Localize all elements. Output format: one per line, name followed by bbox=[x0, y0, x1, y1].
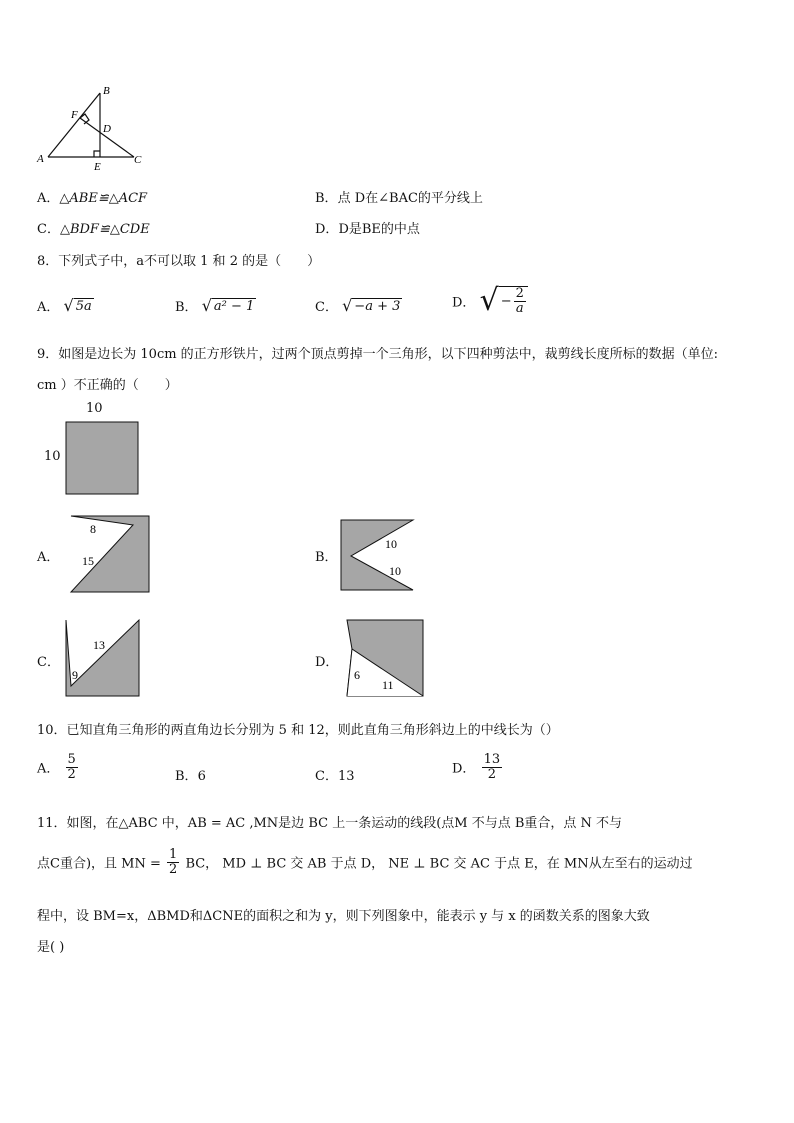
q10-option-a: A． $\frac{5}{2}$ bbox=[37, 752, 76, 782]
label-E: E bbox=[94, 161, 101, 173]
q7-option-b: B．点 D在∠BAC的平分线上 bbox=[315, 191, 483, 206]
square-figure bbox=[65, 421, 139, 495]
q9-option-a-letter: A． bbox=[37, 550, 60, 565]
q9-stem-line1: 9．如图是边长为 10cm 的正方形铁片，过两个顶点剪掉一个三角形，以下四种剪法中，裁剪线长度所标的数据（单位: bbox=[37, 347, 719, 362]
q8-option-b: B． √ a² − 1 bbox=[175, 296, 255, 315]
label-C: C bbox=[134, 154, 142, 166]
label-A: A bbox=[37, 153, 44, 165]
q7-option-d: D．D是BE的中点 bbox=[315, 222, 420, 237]
q9-b-n1: 10 bbox=[385, 537, 397, 551]
triangle-figure bbox=[30, 82, 160, 174]
square-side-top: 10 bbox=[86, 401, 103, 416]
q9-option-c-letter: C． bbox=[37, 655, 60, 670]
q9-stem-line2: cm ）不正确的（ ） bbox=[37, 378, 178, 393]
q9-c-n2: 13 bbox=[93, 638, 105, 652]
label-D: D bbox=[103, 123, 111, 135]
q9-option-b-figure bbox=[339, 518, 417, 594]
q11-line2: 点C重合)，且 MN = $\frac{1}{2}$ BC， MD ⊥ BC 交 AB 于点 D， NE ⊥ BC 交 AC 于点 E，在 MN从左至右的运动过 bbox=[37, 847, 693, 877]
square-side-left: 10 bbox=[44, 449, 61, 464]
q9-option-c-figure bbox=[63, 617, 143, 699]
q9-a-n2: 15 bbox=[82, 554, 94, 568]
q8-option-a: A． √ 5a bbox=[37, 296, 92, 315]
q7-option-c: C．△BDF≌△CDE bbox=[37, 222, 150, 237]
q10-stem: 10．已知直角三角形的两直角边长分别为 5 和 12，则此直角三角形斜边上的中线长为（） bbox=[37, 723, 559, 738]
q7-option-a: A．△ABE≌△ACF bbox=[37, 191, 148, 206]
q9-a-n1: 8 bbox=[90, 522, 96, 536]
q9-option-b-letter: B． bbox=[315, 550, 338, 565]
label-B: B bbox=[103, 85, 110, 97]
q10-option-d: D． $\frac{13}{2}$ bbox=[452, 752, 501, 782]
q8-option-d: D． √ − $\frac{2}{a}$ bbox=[452, 286, 528, 316]
q11-line1: 11．如图，在△ABC 中，AB = AC ,MN是边 BC 上一条运动的线段(点M 不与点 B重合，点 N 不与 bbox=[37, 816, 623, 831]
label-F: F bbox=[71, 109, 78, 121]
q9-option-d-figure bbox=[344, 617, 426, 699]
q9-c-n1: 9 bbox=[72, 668, 78, 682]
q11-line4: 是( ) bbox=[37, 940, 65, 955]
q11-line3: 程中，设 BM=x，ΔBMD和ΔCNE的面积之和为 y，则下列图象中，能表示 y 与 x 的函数关系的图象大致 bbox=[37, 909, 650, 924]
q9-d-n1: 6 bbox=[354, 668, 360, 682]
q10-option-b: B．6 bbox=[175, 769, 206, 784]
q9-option-d-letter: D． bbox=[315, 655, 339, 670]
q8-option-c: C． √ −a + 3 bbox=[315, 296, 401, 315]
q9-d-n2: 11 bbox=[382, 678, 394, 692]
q9-option-a-figure bbox=[68, 513, 152, 595]
q9-b-n2: 10 bbox=[389, 564, 401, 578]
q10-option-c: C．13 bbox=[315, 769, 355, 784]
q8-stem: 8．下列式子中，a不可以取 1 和 2 的是（ ） bbox=[37, 254, 321, 269]
